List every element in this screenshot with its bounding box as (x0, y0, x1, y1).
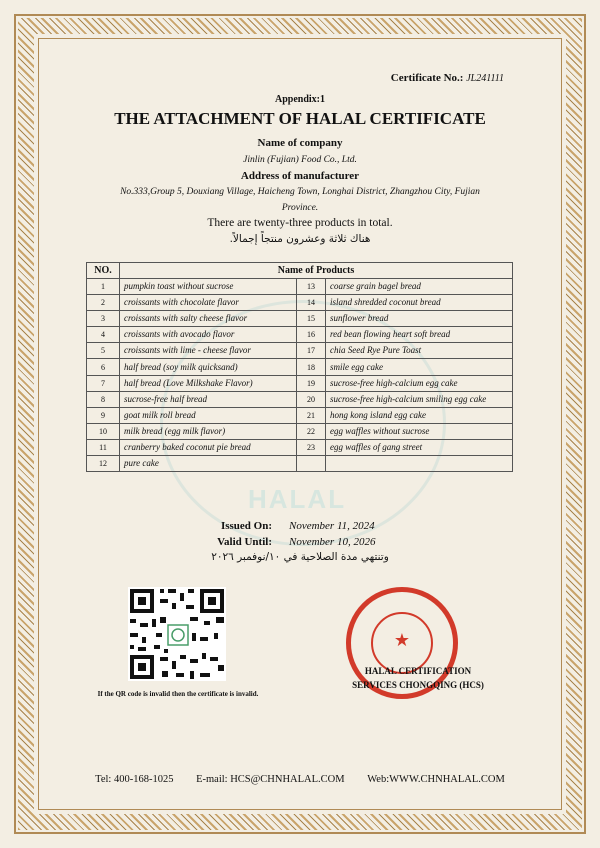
watermark-text: HALAL (248, 484, 347, 514)
seal-caption (348, 664, 488, 692)
table-row (87, 343, 513, 359)
product-name: pumpkin toast without sucrose (120, 279, 297, 295)
product-number: 9 (87, 407, 120, 423)
table-row (87, 327, 513, 343)
product-number: 7 (87, 375, 120, 391)
company-name-label: Name of company (257, 137, 343, 149)
footer-tel: Tel: 400-168-1025 (95, 774, 174, 785)
product-number: 14 (297, 295, 326, 311)
product-number: 5 (87, 343, 120, 359)
qr-code-pattern (128, 587, 226, 681)
table-row (87, 423, 513, 439)
page-title: THE ATTACHMENT OF HALAL CERTIFICATE (114, 109, 486, 128)
product-name: sunflower bread (326, 311, 513, 327)
product-name: egg waffles of gang street (326, 439, 513, 455)
product-name: island shredded coconut bread (326, 295, 513, 311)
product-number: 21 (297, 407, 326, 423)
product-name: milk bread (egg milk flavor) (120, 423, 297, 439)
product-total-arabic: هناك ثلاثة وعشرون منتجاً إجمالاً. (229, 233, 371, 245)
product-number: 4 (87, 327, 120, 343)
product-number (297, 456, 326, 472)
certificate-number-label: Certificate No.: (390, 72, 464, 84)
product-number: 18 (297, 359, 326, 375)
product-name: egg waffles without sucrose (326, 423, 513, 439)
table-row (87, 311, 513, 327)
product-name: croissants with salty cheese flavor (120, 311, 297, 327)
product-name: chia Seed Rye Pure Toast (326, 343, 513, 359)
product-number: 11 (87, 439, 120, 455)
product-number: 3 (87, 311, 120, 327)
product-number: 6 (87, 359, 120, 375)
footer-contact (0, 774, 600, 785)
product-name: smile egg cake (326, 359, 513, 375)
table-row (87, 391, 513, 407)
product-name: hong kong island egg cake (326, 407, 513, 423)
table-row (87, 375, 513, 391)
product-number: 19 (297, 375, 326, 391)
product-number: 13 (297, 279, 326, 295)
issued-on-label: Issued On: (220, 520, 272, 532)
footer-email[interactable]: E-mail: HCS@CHNHALAL.COM (196, 774, 345, 785)
product-number: 10 (87, 423, 120, 439)
product-number: 8 (87, 391, 120, 407)
product-number: 22 (297, 423, 326, 439)
product-number: 16 (297, 327, 326, 343)
product-number: 17 (297, 343, 326, 359)
product-name: coarse grain bagel bread (326, 279, 513, 295)
company-name: Jinlin (Fujian) Food Co., Ltd. (243, 155, 357, 165)
footer-web[interactable]: Web:WWW.CHNHALAL.COM (367, 774, 505, 785)
product-name: sucrose-free high-calcium egg cake (326, 375, 513, 391)
product-number: 2 (87, 295, 120, 311)
product-name: sucrose-free high-calcium smiling egg cake (326, 391, 513, 407)
product-name: pure cake (120, 456, 297, 472)
table-row (87, 407, 513, 423)
valid-until-date: November 10, 2026 (289, 536, 376, 548)
table-row (87, 359, 513, 375)
product-name: croissants with lime - cheese flavor (120, 343, 297, 359)
table-row (87, 295, 513, 311)
product-total: There are twenty-three products in total. (207, 217, 393, 229)
product-number: 15 (297, 311, 326, 327)
qr-code[interactable] (128, 587, 226, 681)
issued-on-date: November 11, 2024 (289, 520, 375, 532)
appendix-label: Appendix:1 (274, 94, 325, 105)
products-table (86, 262, 513, 472)
product-name: red bean flowing heart soft bread (326, 327, 513, 343)
header-product-name: Name of Products (120, 263, 513, 279)
table-row (87, 456, 513, 472)
product-name: croissants with chocolate flavor (120, 295, 297, 311)
qr-note: If the QR code is invalid then the certificate is invalid. (97, 690, 259, 698)
table-row (87, 279, 513, 295)
product-name: cranberry baked coconut pie bread (120, 439, 297, 455)
address-line-1: No.333,Group 5, Douxiang Village, Haicheng Town, Longhai District, Zhangzhou City, Fujian (120, 187, 480, 197)
product-name: half bread (Love Milkshake Flavor) (120, 375, 297, 391)
seal-caption-line-2: SERVICES CHONGQING (HCS) (352, 680, 484, 690)
product-number: 12 (87, 456, 120, 472)
product-number: 20 (297, 391, 326, 407)
address-line-2: Province. (281, 203, 319, 213)
product-name: half bread (soy milk quicksand) (120, 359, 297, 375)
seal-star-icon: ★ (393, 630, 411, 650)
address-label: Address of manufacturer (240, 170, 360, 182)
product-name: goat milk roll bread (120, 407, 297, 423)
valid-until-label: Valid Until: (217, 536, 272, 548)
seal-caption-line-1: HALAL CERTIFICATION (364, 666, 472, 676)
product-name: croissants with avocado flavor (120, 327, 297, 343)
product-number: 23 (297, 439, 326, 455)
table-row (87, 439, 513, 455)
certificate-number-value: JL241111 (466, 73, 504, 84)
product-name (326, 456, 513, 472)
product-name: sucrose-free half bread (120, 391, 297, 407)
certificate-number (391, 72, 504, 84)
table-header-row (87, 263, 513, 279)
validity-arabic: وتنتهي مدة الصلاحية في ١٠/نوفمبر ٢٠٢٦ (211, 551, 389, 563)
product-number: 1 (87, 279, 120, 295)
header-no: NO. (87, 263, 120, 279)
